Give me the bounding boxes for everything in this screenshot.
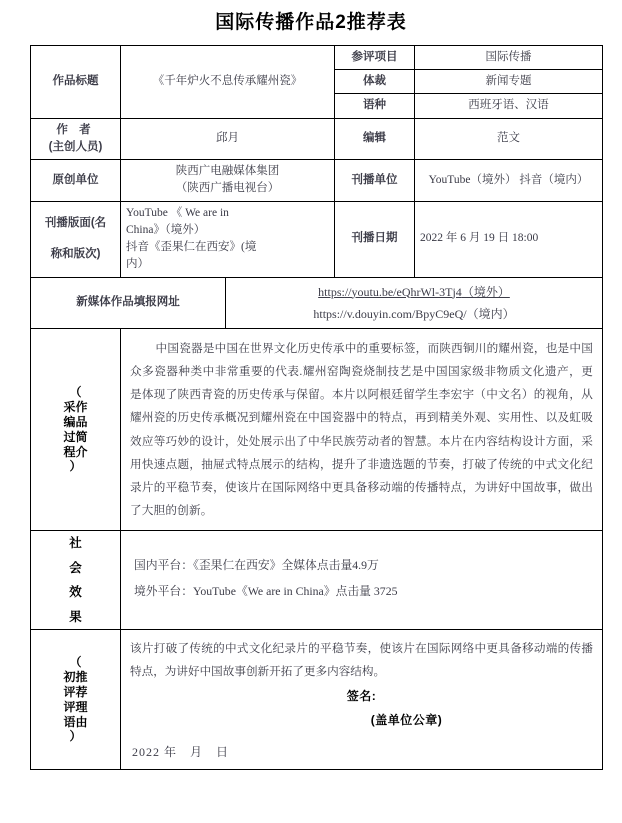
youtube-link-suffix: （境外） [461,284,510,299]
recommendation-label-pair3: 评理 [63,699,88,714]
editor-value: 范文 [415,118,603,160]
original-unit-value-line1: 陕西广电融媒体集团 [175,165,280,178]
social-effect-value-cell [121,531,603,630]
table-row [31,160,603,202]
original-unit-value-line2: （陕西广播电视台） [175,182,280,195]
process-intro-label [31,386,120,472]
recommendation-label [31,656,120,742]
process-intro-label-open: （ [69,385,82,400]
process-intro-paragraph-text: 中国瓷器是中国在世界文化历史传承中的重要标签，而陕西铜川的耀州瓷，也是中国众多瓷器种类中非常重要的代表.耀州窑陶瓷烧制技艺是中国国家级非物质文化遗产，更是体现了陕西青瓷的历史传承与保留。本片以阿根廷留学生李宏宇（中文名）的视角，从耀州瓷的历史传承概况到耀州瓷在中国瓷器中的特点，再到精美外观、实用性、以及虹吸效应等巧妙的设计，处处展示出了中华民族劳动者的智慧。本片在内容结构设计方面，采用快速点题，抽屉式特点展示的结构，提升了非遗选题的节奏，打破了传统的中式文化纪录片的平稳节奏，使该片在国际网络中更具备移动端的传播特点，为讲好中国故事，做出了大胆的创新。 [130,341,593,518]
original-unit-value [121,160,335,202]
broadcast-section-value-line3: 抖音《歪果仁在西安》(境 [126,241,257,254]
work-title-label: 作品标题 [31,45,121,118]
recommendation-form-table [30,45,603,770]
recommendation-label-pair2: 评荐 [63,684,88,699]
table-row [31,118,603,160]
process-intro-label-pair2: 编品 [63,414,88,429]
social-effect-label-cell [31,531,121,630]
social-effect-label-char2: 会 [69,560,82,575]
recommendation-label-close: ） [69,728,82,743]
recommendation-label-cell [31,629,121,769]
signature-label: 签名: [346,689,377,704]
author-label-line1: 作 者 [56,123,95,136]
new-media-url-value [226,277,603,328]
process-intro-label-pair1: 采作 [63,399,88,414]
recommendation-value-cell [121,629,603,769]
table-row [31,45,603,69]
douyin-link[interactable]: https://v.douyin.com/BpyC9eQ/ [313,306,467,321]
category-label: 参评项目 [335,45,415,69]
author-value: 邱月 [121,118,335,160]
new-media-url-line1 [231,281,597,303]
process-intro-label-close: ） [69,458,82,473]
recommendation-label-pair1: 初推 [63,669,88,684]
process-intro-value-cell [121,328,603,531]
category-value: 国际传播 [415,45,603,69]
table-row [31,629,603,769]
social-effect-line1: 国内平台：《歪果仁在西安》全媒体点击量4.9万 [134,558,379,573]
social-effect-label [31,531,120,629]
broadcast-unit-label: 刊播单位 [335,160,415,202]
recommendation-text: 该片打破了传统的中式文化纪录片的平稳节奏，使该片在国际网络中更具备移动端的传播特点，为讲好中国故事创新开拓了更多内容结构。 [130,641,593,678]
seal-label: (盖单位公章) [370,713,443,728]
recommendation-label-pair4: 语由 [63,714,88,729]
table-row [31,201,603,277]
social-effect-label-char3: 效 [69,585,82,600]
new-media-url-line2 [231,303,597,325]
broadcast-section-label [31,201,121,277]
author-label-line2: (主创人员) [48,140,103,153]
language-label: 语种 [335,94,415,118]
broadcast-section-value-line1: YouTube 《 We are in [126,206,229,219]
work-title-value: 《千年炉火不息传承耀州瓷》 [121,45,335,118]
table-row [31,531,603,630]
new-media-url-label: 新媒体作品填报网址 [31,277,226,328]
editor-label: 编辑 [335,118,415,160]
recommendation-date: 2022 年 月 日 [132,745,230,760]
broadcast-section-label-line2: 称和版次) [50,248,101,261]
genre-value: 新闻专题 [415,70,603,94]
social-effect-label-char4: 果 [69,609,82,624]
process-intro-label-pair4: 程介 [63,444,88,459]
broadcast-section-value-line4: 内） [126,258,149,271]
broadcast-date-value: 2022 年 6 月 19 日 18:00 [415,201,603,277]
original-unit-label: 原创单位 [31,160,121,202]
process-intro-paragraph [130,337,593,523]
broadcast-date-label: 刊播日期 [335,201,415,277]
process-intro-label-cell [31,328,121,531]
author-label [31,118,121,160]
table-row [31,277,603,328]
recommendation-label-open: （ [69,655,82,670]
social-effect-line2: 境外平台：YouTube《We are in China》点击量 3725 [134,584,398,599]
broadcast-section-label-line1: 刊播版面(名 [44,216,107,229]
language-value: 西班牙语、汉语 [415,94,603,118]
broadcast-section-value [121,201,335,277]
youtube-link[interactable]: https://youtu.be/eQhrWl-3Tj4 [318,284,462,299]
broadcast-section-value-line2: China》（境外） [126,223,206,236]
page-title: 国际传播作品2推荐表 [215,12,407,33]
genre-label: 体裁 [335,70,415,94]
broadcast-unit-value: YouTube（境外） 抖音（境内） [415,160,603,202]
douyin-link-suffix: （境内） [466,306,515,321]
table-row [31,328,603,531]
social-effect-label-char1: 社 [69,536,82,551]
process-intro-label-pair3: 过简 [63,429,88,444]
